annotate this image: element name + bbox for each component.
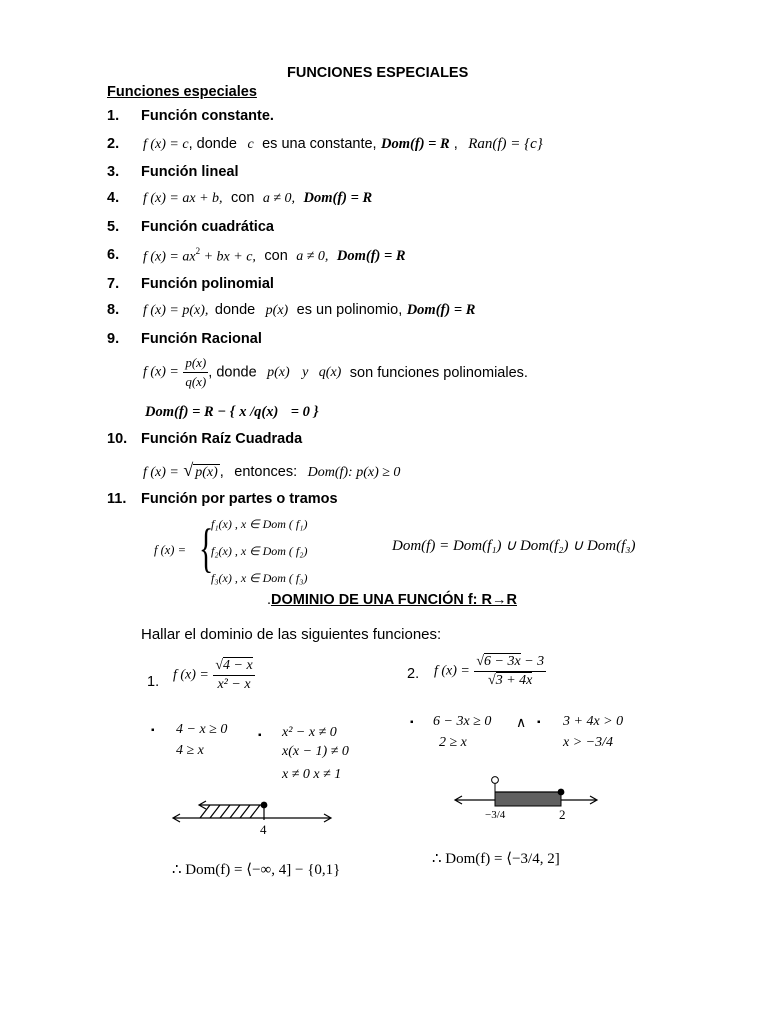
item-number: 5. [107, 219, 120, 235]
item-label: Función cuadrática [141, 219, 274, 235]
ex1-condition: x ≠ 0 x ≠ 1 [282, 767, 342, 782]
tramos-row: f₂(x) , x ∈ Dom ( f₂) [211, 544, 308, 558]
formula-line: f (x) = ax + b, con a ≠ 0, Dom(f) = R [143, 190, 373, 206]
ex2-condition: x > −3/4 [563, 735, 613, 750]
instruction: Hallar el dominio de las siguientes funciones: [141, 626, 442, 643]
item-number: 10. [107, 431, 128, 447]
section-heading: .DOMINIO DE UNA FUNCIÓN f: R→R [267, 592, 517, 608]
left-brace: { [199, 518, 214, 578]
bullet: ▪ [537, 717, 541, 728]
ex1-condition: x² − x ≠ 0 [282, 725, 337, 740]
racional-domain: Dom(f) = R − { x /q(x) = 0 } [145, 404, 319, 420]
tramos-row: f₃(x) , x ∈ Dom ( f₃) [211, 571, 308, 585]
ex1-condition: 4 ≥ x [176, 743, 204, 758]
bullet: ▪ [258, 730, 262, 741]
tramos-row: f₁(x) , x ∈ Dom ( f₁) [211, 517, 308, 531]
item-label: Función Racional [141, 331, 262, 347]
ex2-condition: 2 ≥ x [439, 735, 467, 750]
bullet: ▪ [151, 725, 155, 736]
bullet: ▪ [410, 717, 414, 728]
ex2-formula: f (x) = $\frac{√6 - 3x - 3}{√3 + 4x}$ [434, 654, 545, 688]
item-number: 8. [107, 302, 120, 318]
ex2-condition: 3 + 4x > 0 [563, 714, 624, 729]
item-label: Función polinomial [141, 276, 274, 292]
ex2-condition: 6 − 3x ≥ 0 [433, 714, 492, 729]
and-symbol: ∧ [516, 716, 527, 731]
item-number: 1. [107, 108, 120, 124]
formula-line: f (x) = p(x), donde p(x) es un polinomio, Dom(f) = R [143, 302, 476, 318]
formula-line: f $(x) = ax^2$ + bx + c, con a ≠ 0, Dom(f) = R [143, 246, 406, 265]
item-number: 4. [107, 190, 120, 206]
item-label: Función por partes o tramos [141, 491, 338, 507]
ex2-result: ∴ Dom(f) = ⟨−3/4, 2] [432, 851, 560, 867]
item-number: 9. [107, 331, 120, 347]
raiz-formula: f (x) = √ p(x) , entonces: Dom(f): p(x) ≥ 0 [143, 460, 401, 480]
racional-formula: f (x) = $\frac{p(x)}{q(x)}$ , donde p(x) y q(x) son funciones polinomiales. [143, 355, 528, 389]
ex2-number-line [452, 774, 602, 810]
tick-label: 2 [559, 807, 566, 822]
item-number: 6. [107, 247, 120, 263]
formula-line: f (x) = c, donde c es una constante, Dom(f) = R , Ran(f) = {c} [143, 136, 543, 152]
item-label: Función Raíz Cuadrada [141, 431, 303, 447]
ex1-result: ∴ Dom(f) = ⟨−∞, 4] − {0,1} [172, 862, 341, 878]
item-number: 3. [107, 164, 120, 180]
section-subtitle: Funciones especiales [107, 84, 257, 100]
item-number: 11. [107, 491, 127, 507]
page-title: FUNCIONES ESPECIALES [287, 65, 469, 81]
exercise-number: 1. [147, 674, 160, 690]
tramos-lhs: f (x) = [154, 543, 187, 557]
tick-label: −3/4 [485, 809, 506, 821]
tick-label: 4 [260, 822, 267, 837]
exercise-number: 2. [407, 666, 420, 682]
ex1-condition: 4 − x ≥ 0 [176, 722, 228, 737]
tramos-domain: Dom(f) = Dom(f₁) ∪ Dom(f₂) ∪ Dom(f₃) [392, 538, 636, 554]
ex1-number-line [170, 798, 340, 828]
item-number: 7. [107, 276, 120, 292]
ex1-formula: f (x) = $\frac{√4 - x}{\text{x² − x}}$ [173, 658, 253, 692]
item-label: Función lineal [141, 164, 239, 180]
ex1-condition: x(x − 1) ≠ 0 [282, 744, 349, 759]
item-number: 2. [107, 136, 120, 152]
item-label: Función constante. [141, 108, 274, 124]
